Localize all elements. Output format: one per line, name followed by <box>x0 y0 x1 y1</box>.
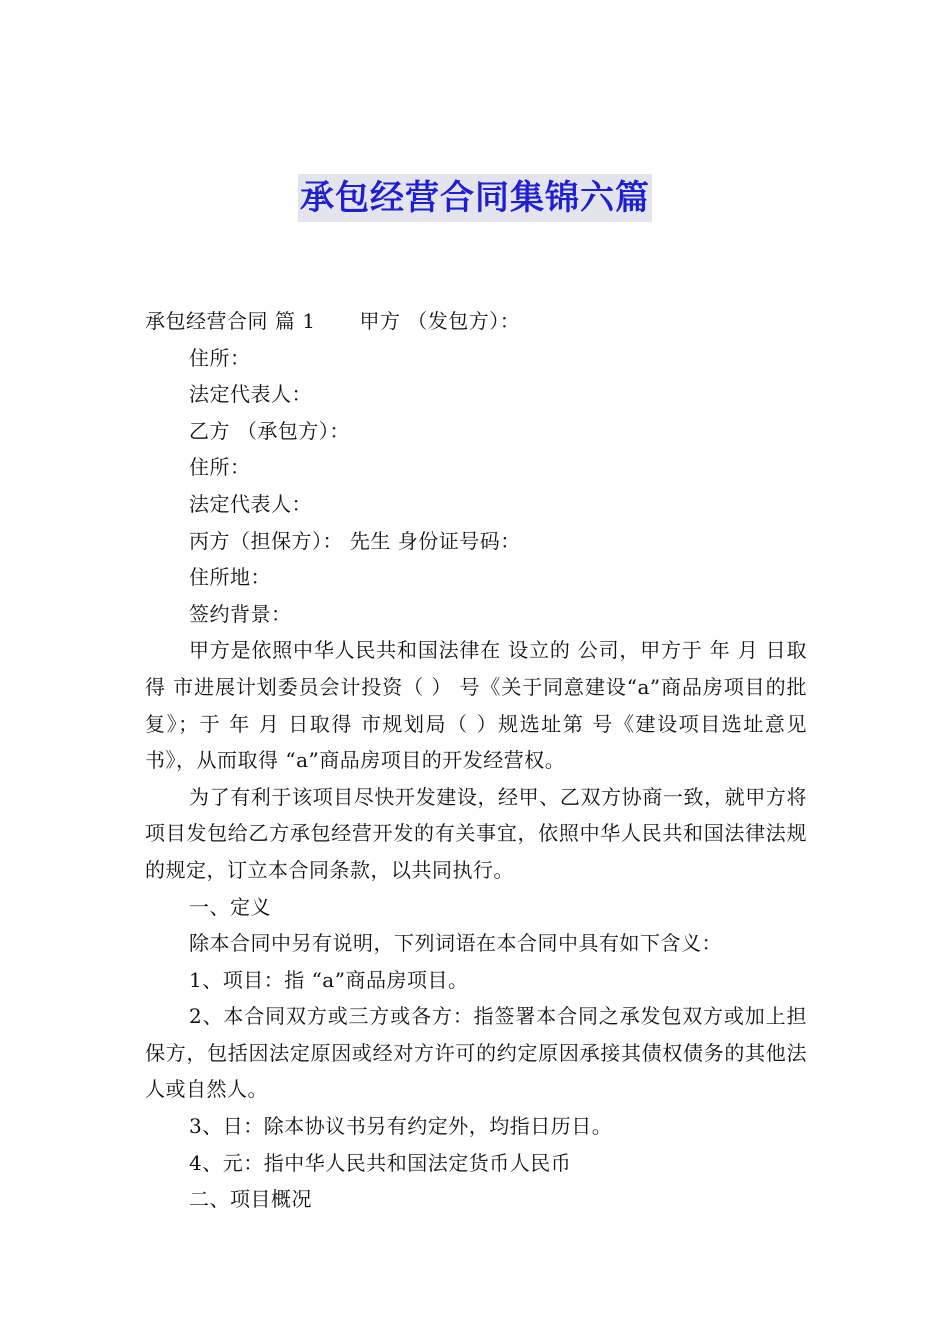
definition-item: 4、元：指中华人民共和国法定货币人民币 <box>189 1150 572 1175</box>
title-container <box>0 174 950 222</box>
section-definitions-title: 一、定义 <box>189 894 271 919</box>
party-a-address: 住所： <box>189 345 251 370</box>
purpose-paragraph: 为了有利于该项目尽快开发建设，经甲、乙双方协商一致，就甲方将项目发包给乙方承包经营开发的有关事宜，依照中华人民共和国法律法规的规定，订立本合同条款，以共同执行。 <box>145 784 807 882</box>
document-body <box>145 303 807 1218</box>
signing-background-label: 签约背景： <box>189 601 292 626</box>
definition-item: 1、项目：指 “a”商品房项目。 <box>189 967 469 992</box>
party-b-address: 住所： <box>189 455 251 480</box>
document-title: 承包经营合同集锦六篇 <box>298 174 652 222</box>
party-c-address: 住所地： <box>189 565 271 590</box>
section-project-overview-title: 二、项目概况 <box>189 1187 312 1212</box>
definition-item: 2、本合同双方或三方或各方：指签署本合同之承发包双方或加上担保方，包括因法定原因或经对方许可的约定原因承接其债权债务的其他法人或自然人。 <box>145 1004 807 1102</box>
party-a-label: 甲方 （发包方）： <box>359 309 521 333</box>
contract-heading-line <box>145 303 807 340</box>
party-c-line: 丙方（担保方）： 先生 身份证号码： <box>189 528 521 553</box>
contract-heading: 承包经营合同 篇 1 <box>145 309 316 333</box>
definitions-intro: 除本合同中另有说明，下列词语在本合同中具有如下含义： <box>189 931 722 956</box>
party-a-representative: 法定代表人： <box>189 382 312 407</box>
party-b-representative: 法定代表人： <box>189 491 312 516</box>
definition-item: 3、日：除本协议书另有约定外，均指日历日。 <box>189 1114 613 1139</box>
background-paragraph: 甲方是依照中华人民共和国法律在 设立的 公司，甲方于 年 月 日取得 市进展计划委员会计投资（ ） 号《关于同意建设“a”商品房项目的批复》；于 年 月 日取得 市规划局（ ）规选址第 号《建设项目选址意见书》，从而取得 “a”商品房项目的开发经营权。 <box>145 638 807 773</box>
party-b-label: 乙方 （承包方）： <box>189 418 350 443</box>
